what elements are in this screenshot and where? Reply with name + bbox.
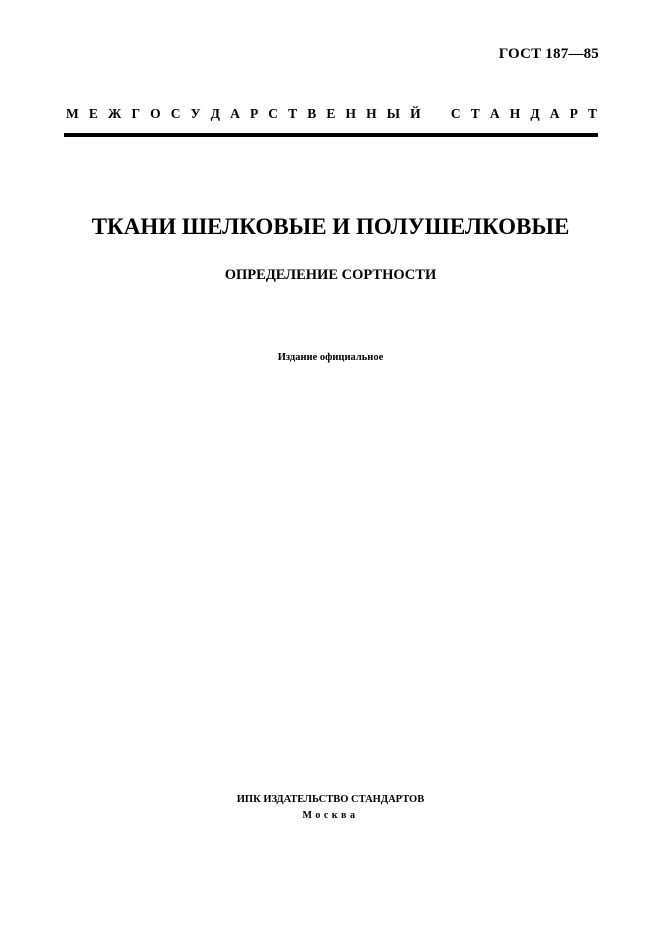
publisher-name: ИПК ИЗДАТЕЛЬСТВО СТАНДАРТОВ [236, 794, 425, 805]
publisher-city: Москва [302, 810, 359, 821]
standard-type-letter: А [230, 106, 240, 121]
standard-type-letter: Р [249, 106, 259, 121]
standard-type-letter: А [489, 106, 500, 121]
standard-type-letter: А [549, 106, 560, 121]
gost-number: ГОСТ 187—85 [498, 46, 599, 62]
standard-type-letter: Т [288, 106, 298, 121]
standard-type-letter: Е [88, 106, 98, 121]
standard-type-letter: М [66, 106, 79, 121]
header-rule [64, 133, 598, 137]
standard-type-letter: Ы [386, 106, 401, 121]
standard-type-letter: С [170, 106, 181, 121]
standard-type-letter: Н [509, 106, 521, 121]
standard-type-letter: С [268, 106, 279, 121]
standard-type-letter: Г [131, 106, 141, 121]
standard-type-heading [66, 106, 597, 122]
standard-type-letter: О [150, 106, 161, 121]
standard-type-letter: Ж [107, 106, 122, 121]
standard-type-letter [431, 106, 441, 122]
edition-label: Издание официальное [277, 352, 384, 363]
standard-type-letter: Н [366, 106, 377, 121]
standard-type-letter: Д [530, 106, 540, 121]
standard-type-letter: Р [569, 106, 578, 121]
standard-type-letter: Й [410, 106, 421, 121]
standard-type-letter: Д [210, 106, 220, 121]
standard-type-letter: Е [326, 106, 336, 121]
standard-type-letter: Н [345, 106, 357, 121]
document-title: ТКАНИ ШЕЛКОВЫЕ И ПОЛУШЕЛКОВЫЕ [91, 214, 570, 239]
document-subtitle: ОПРЕДЕЛЕНИЕ СОРТНОСТИ [224, 267, 437, 283]
standard-type-letter: С [450, 106, 461, 121]
standard-type-letter: У [190, 106, 201, 121]
standard-type-letter: Т [470, 106, 480, 121]
standard-type-letter: Т [587, 106, 597, 121]
standard-type-letter: В [307, 106, 317, 121]
